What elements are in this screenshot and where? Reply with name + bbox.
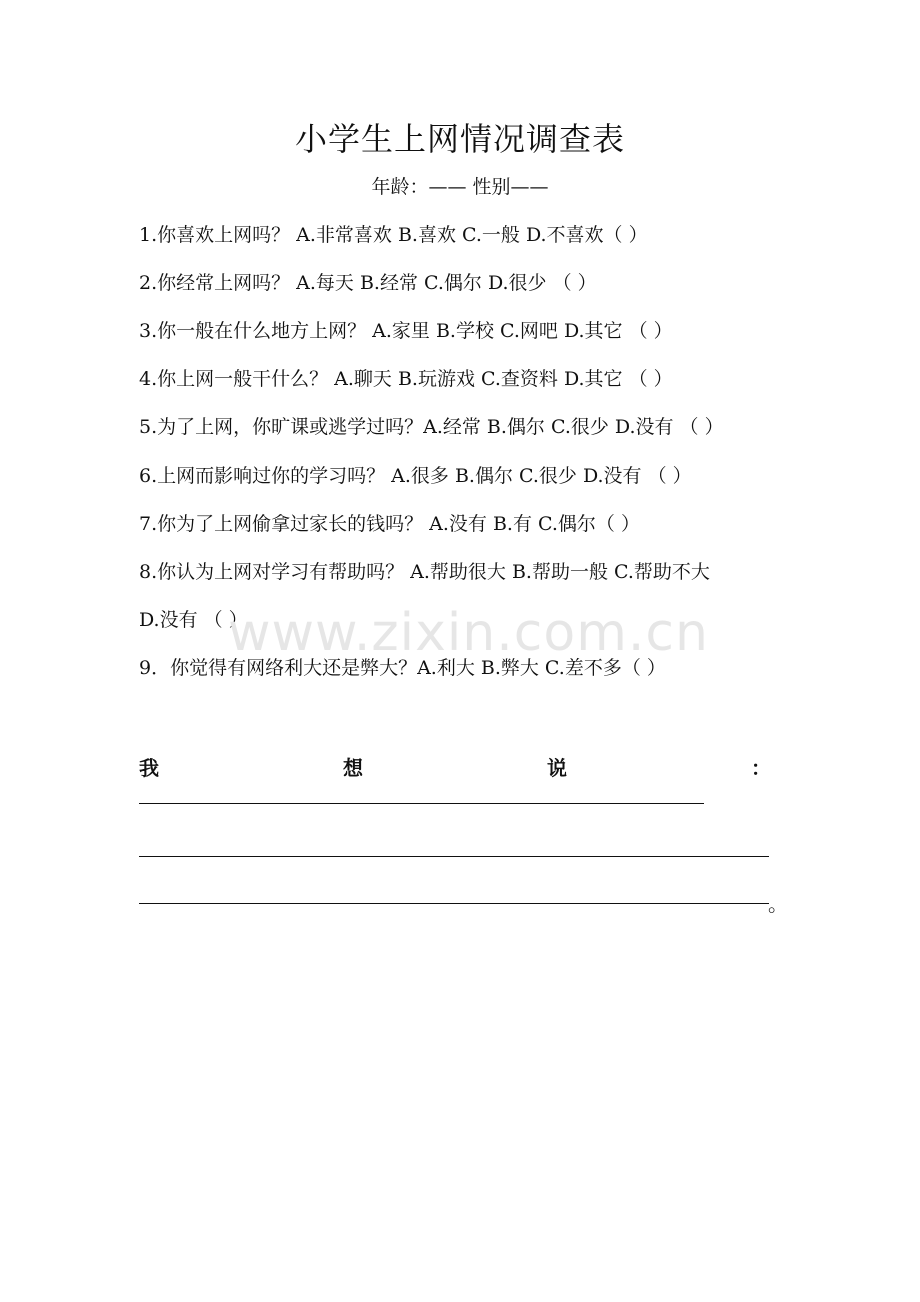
question-5: 5.为了上网，你旷课或逃学过吗？A.经常 B.偶尔 C.很少 D.没有 （ ） [139,416,724,438]
say-char-1: 我 [139,756,159,780]
say-colon: ： [751,756,771,780]
question-2: 2.你经常上网吗？ A.每天 B.经常 C.偶尔 D.很少 （ ） [139,272,597,294]
question-6: 6.上网而影响过你的学习吗？ A.很多 B.偶尔 C.很少 D.没有 （ ） [139,465,692,487]
watermark: www.zixin.com.cn [228,603,709,663]
question-9: 9．你觉得有网络利大还是弊大？A.利大 B.弊大 C.差不多（ ） [139,657,666,679]
question-4: 4.你上网一般干什么？ A.聊天 B.玩游戏 C.查资料 D.其它 （ ） [139,368,673,390]
i-want-to-say-heading [139,752,771,781]
answer-line-3 [139,903,769,904]
question-8: 8.你认为上网对学习有帮助吗？ A.帮助很大 B.帮助一般 C.帮助不大 [139,561,710,583]
say-char-2: 想 [343,756,363,780]
age-gender-line: 年龄：—— 性别—— [371,176,549,198]
question-3: 3.你一般在什么地方上网？ A.家里 B.学校 C.网吧 D.其它 （ ） [139,320,673,342]
answer-line-1 [139,803,704,804]
end-period: 。 [768,892,788,916]
question-7: 7.你为了上网偷拿过家长的钱吗？ A.没有 B.有 C.偶尔（ ） [139,513,640,535]
answer-line-2 [139,856,769,857]
question-8-continued: D.没有 （ ） [139,609,248,631]
say-char-3: 说 [547,756,567,780]
page-title: 小学生上网情况调查表 [294,120,625,158]
question-1: 1.你喜欢上网吗？ A.非常喜欢 B.喜欢 C.一般 D.不喜欢（ ） [139,224,648,246]
